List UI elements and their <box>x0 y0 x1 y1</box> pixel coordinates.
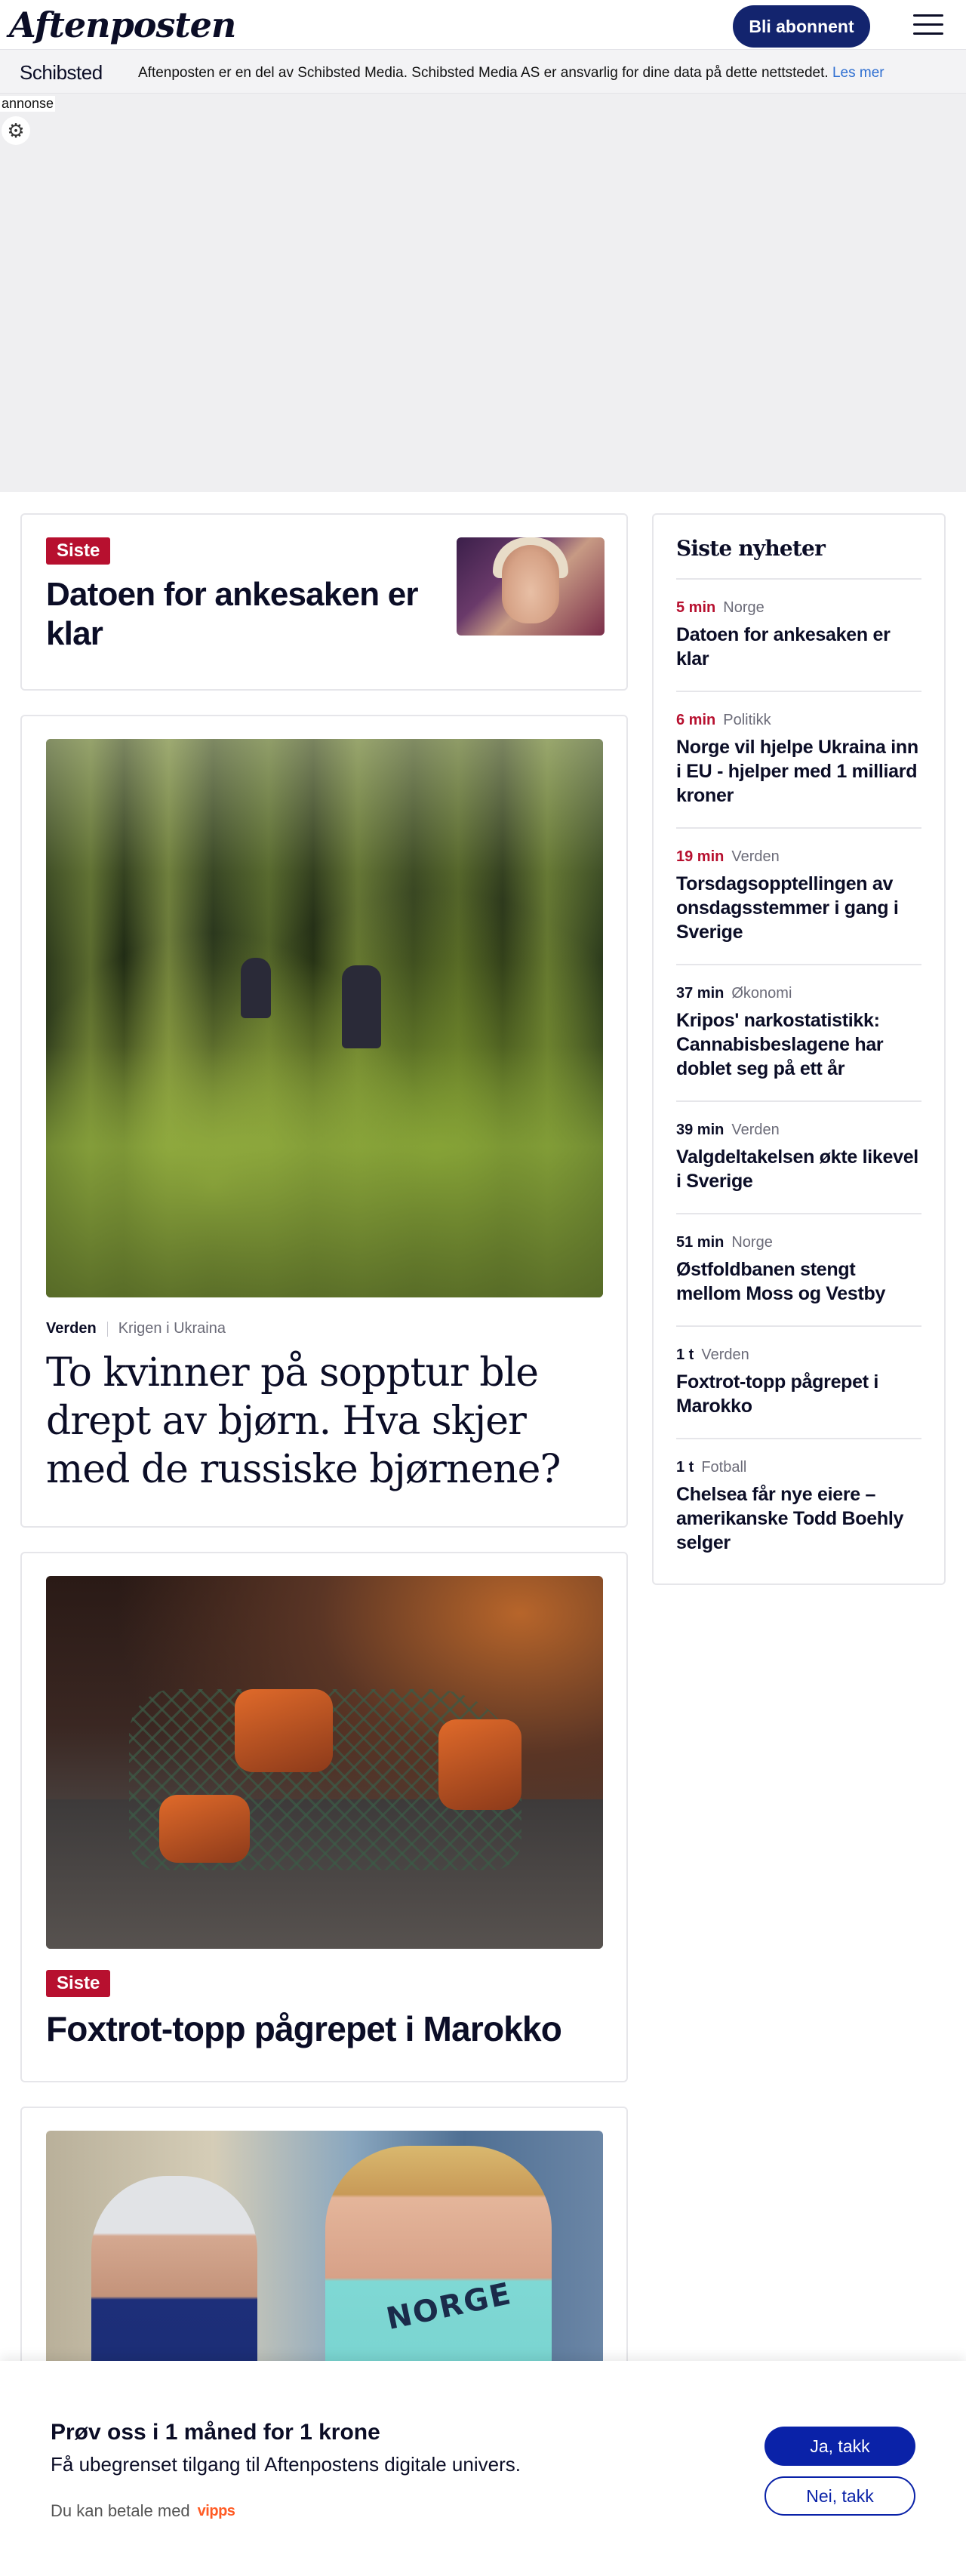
news-title[interactable]: Chelsea får nye eiere – amerikanske Todd Boehly selger <box>676 1484 904 1553</box>
list-item[interactable] <box>676 691 921 827</box>
article-headline[interactable]: To kvinner på sopptur ble drept av bjørn. Hva skjer med de russiske bjørnene? <box>46 1350 561 1492</box>
article-section[interactable]: Verden <box>46 1320 97 1337</box>
list-item[interactable] <box>676 964 921 1100</box>
news-title[interactable]: Valgdeltakelsen økte likevel i Sverige <box>676 1146 918 1192</box>
vipps-logo: vipps <box>197 2502 235 2519</box>
latest-badge: Siste <box>46 537 110 565</box>
article-image[interactable] <box>46 739 603 1297</box>
news-title[interactable]: Foxtrot-topp pågrepet i Marokko <box>676 1371 879 1417</box>
forest-canopy <box>46 739 603 962</box>
article-card[interactable] <box>20 513 628 691</box>
article-image[interactable] <box>457 537 605 636</box>
offer-subtitle: Få ubegrenset tilgang til Aftenpostens digitale univers. <box>51 2453 521 2476</box>
article-meta <box>46 1320 226 1337</box>
latest-news-list <box>676 578 921 1574</box>
offer-title: Prøv oss i 1 måned for 1 krone <box>51 2420 380 2445</box>
article-headline[interactable]: Foxtrot-topp pågrepet i Marokko <box>46 2009 562 2048</box>
news-time: 37 min <box>676 985 724 1002</box>
article-card[interactable] <box>20 1552 628 2082</box>
news-time: 39 min <box>676 1122 724 1138</box>
news-title[interactable]: Østfoldbanen stengt mellom Moss og Vestby <box>676 1259 886 1304</box>
hamburger-icon[interactable] <box>913 14 943 35</box>
list-item[interactable] <box>676 1325 921 1438</box>
news-title[interactable]: Torsdagsopptellingen av onsdagsstemmer i gang i Sverige <box>676 873 899 943</box>
schibsted-bar <box>0 50 966 94</box>
schibsted-info-text: Aftenposten er en del av Schibsted Media. Schibsted Media AS er ansvarlig for dine data på dette nettstedet. <box>138 65 829 81</box>
searcher-figure <box>342 965 381 1048</box>
news-time: 6 min <box>676 712 716 728</box>
list-item[interactable] <box>676 1100 921 1213</box>
searcher-figure <box>241 958 271 1018</box>
accept-offer-button[interactable]: Ja, takk <box>764 2427 915 2466</box>
decline-offer-button[interactable]: Nei, takk <box>764 2476 915 2516</box>
meta-divider <box>107 1322 108 1337</box>
subscription-offer-banner <box>0 2361 966 2576</box>
list-item[interactable] <box>676 1213 921 1325</box>
sidebar-title: Siste nyheter <box>676 536 826 561</box>
shirt-text-norge: NORGE <box>383 2276 515 2337</box>
list-item[interactable] <box>676 1438 921 1574</box>
news-section: Fotball <box>701 1459 747 1476</box>
site-header <box>0 0 966 50</box>
news-title[interactable]: Norge vil hjelpe Ukraina inn i EU - hjelper med 1 milliard kroner <box>676 737 918 806</box>
latest-badge: Siste <box>46 1970 110 1997</box>
article-card[interactable] <box>20 715 628 1528</box>
aftenposten-logo[interactable]: Aftenposten <box>9 5 236 45</box>
orange-bag <box>438 1719 521 1810</box>
news-time: 19 min <box>676 848 724 865</box>
read-more-link[interactable]: Les mer <box>832 65 884 81</box>
portrait-face <box>502 545 559 623</box>
news-section: Verden <box>731 848 780 865</box>
gear-icon[interactable]: ⚙ <box>2 116 30 145</box>
news-title[interactable]: Kripos' narkostatistikk: Cannabisbeslagene har doblet seg på ett år <box>676 1010 884 1079</box>
news-section: Verden <box>731 1122 780 1138</box>
news-time: 1 t <box>676 1459 694 1476</box>
schibsted-logo: Schibsted <box>20 61 103 84</box>
news-section: Økonomi <box>731 985 792 1002</box>
ad-slot <box>0 94 966 492</box>
offer-payment-text: Du kan betale med <box>51 2501 190 2520</box>
news-title[interactable]: Datoen for ankesaken er klar <box>676 624 891 669</box>
news-time: 5 min <box>676 599 716 616</box>
list-item[interactable] <box>676 578 921 691</box>
article-headline[interactable]: Datoen for ankesaken er klar <box>46 576 418 652</box>
list-item[interactable] <box>676 827 921 964</box>
news-section: Norge <box>731 1234 773 1251</box>
orange-bag <box>235 1689 333 1772</box>
news-section: Norge <box>723 599 764 616</box>
article-image[interactable] <box>46 1576 603 1949</box>
forest-ferns <box>46 1046 603 1297</box>
latest-news-sidebar <box>652 513 946 1585</box>
news-section: Verden <box>701 1346 749 1363</box>
ad-label: annonse <box>2 96 54 111</box>
subscribe-button[interactable]: Bli abonnent <box>733 5 870 48</box>
news-section: Politikk <box>723 712 771 728</box>
news-time: 51 min <box>676 1234 724 1251</box>
schibsted-info <box>138 65 884 82</box>
orange-bag <box>159 1795 250 1863</box>
article-topic[interactable]: Krigen i Ukraina <box>118 1320 226 1337</box>
news-time: 1 t <box>676 1346 694 1363</box>
offer-payment <box>51 2501 235 2521</box>
